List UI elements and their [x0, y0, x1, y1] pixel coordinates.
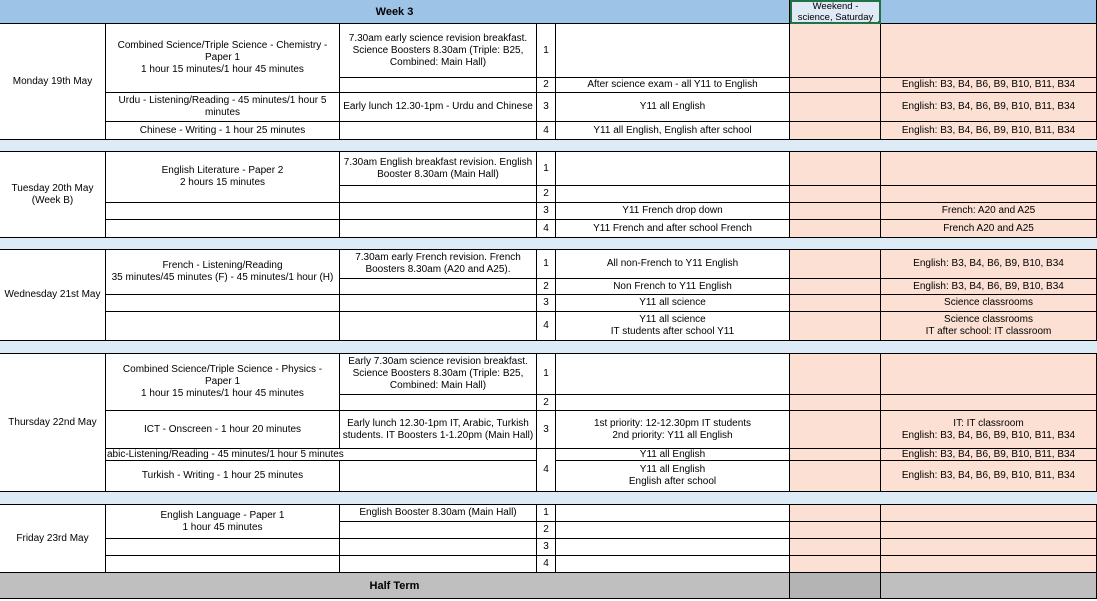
weekend-cell[interactable]: [790, 203, 881, 220]
exam-title-cell[interactable]: French - Listening/Reading 35 minutes/45 minutes (F) - 45 minutes/1 hour (H): [106, 250, 340, 295]
weekend-cell[interactable]: [790, 93, 881, 122]
rooms-cell[interactable]: French: A20 and A25: [881, 203, 1097, 220]
period-number-cell[interactable]: 4: [537, 556, 556, 573]
period-number-cell[interactable]: 3: [537, 411, 556, 449]
period-plan-cell[interactable]: [556, 186, 790, 203]
exam-note-cell[interactable]: [340, 186, 537, 203]
exam-title-cell[interactable]: Turkish - Writing - 1 hour 25 minutes: [106, 461, 340, 492]
period-number-cell[interactable]: 1: [537, 152, 556, 186]
weekend-cell[interactable]: [790, 279, 881, 295]
period-plan-cell[interactable]: Y11 all English: [556, 93, 790, 122]
weekend-cell[interactable]: [790, 186, 881, 203]
half-term-rooms-cell[interactable]: [881, 573, 1097, 599]
exam-note-cell[interactable]: Early 7.30am science revision breakfast. Science Boosters 8.30am (Triple: B25, Combined: Main Hall): [340, 354, 537, 395]
weekend-cell[interactable]: [790, 449, 881, 461]
separator-row: [0, 238, 1097, 250]
weekend-cell[interactable]: [790, 295, 881, 312]
exam-title-cell[interactable]: [106, 295, 340, 312]
exam-note-cell[interactable]: Early lunch 12.30-1pm - Urdu and Chinese: [340, 93, 537, 122]
rooms-cell[interactable]: Science classrooms: [881, 295, 1097, 312]
period-number-cell[interactable]: 2: [537, 78, 556, 93]
exam-note-cell[interactable]: [340, 203, 537, 220]
period-plan-cell[interactable]: Y11 all English English after school: [556, 461, 790, 492]
period-number-cell[interactable]: 4: [537, 220, 556, 238]
rooms-cell[interactable]: IT: IT classroom English: B3, B4, B6, B9, B10, B11, B34: [881, 411, 1097, 449]
period-plan-cell[interactable]: [556, 395, 790, 411]
period-number-cell[interactable]: 2: [537, 279, 556, 295]
period-plan-cell[interactable]: [556, 505, 790, 522]
period-number-cell[interactable]: 4: [537, 122, 556, 140]
exam-note-cell[interactable]: 7.30am early science revision breakfast. Science Boosters 8.30am (Triple: B25, Combined: Main Hall): [340, 24, 537, 78]
rooms-cell[interactable]: [881, 505, 1097, 522]
rooms-cell[interactable]: [881, 186, 1097, 203]
day-cell-wednesday[interactable]: Wednesday 21st May: [0, 250, 106, 341]
exam-title-cell[interactable]: [106, 220, 340, 238]
exam-title-cell[interactable]: Combined Science/Triple Science - Physics - Paper 1 1 hour 15 minutes/1 hour 45 minutes: [106, 354, 340, 411]
rooms-cell[interactable]: [881, 522, 1097, 539]
exam-title-cell[interactable]: [106, 539, 340, 556]
separator-row: [0, 140, 1097, 152]
rooms-cell[interactable]: Science classrooms IT after school: IT classroom: [881, 312, 1097, 341]
weekend-cell[interactable]: [790, 220, 881, 238]
period-plan-cell[interactable]: Y11 French drop down: [556, 203, 790, 220]
period-number-cell[interactable]: 4: [537, 312, 556, 341]
day-cell-tuesday[interactable]: Tuesday 20th May (Week B): [0, 152, 106, 238]
exam-note-cell[interactable]: [340, 295, 537, 312]
weekend-header-cell[interactable]: Weekend - science, Saturday: [790, 0, 881, 24]
period-number-cell[interactable]: 4: [537, 449, 556, 492]
exam-note-cell[interactable]: English Booster 8.30am (Main Hall): [340, 505, 537, 522]
period-number-cell[interactable]: 3: [537, 295, 556, 312]
weekend-cell[interactable]: [790, 312, 881, 341]
exam-note-cell[interactable]: [340, 122, 537, 140]
exam-title-cell[interactable]: Combined Science/Triple Science - Chemistry - Paper 1 1 hour 15 minutes/1 hour 45 minutes: [106, 24, 340, 93]
period-number-cell[interactable]: 1: [537, 505, 556, 522]
exam-title-cell[interactable]: [106, 312, 340, 341]
rooms-cell[interactable]: [881, 556, 1097, 573]
period-plan-cell[interactable]: [556, 522, 790, 539]
weekend-cell[interactable]: [790, 539, 881, 556]
rooms-cell[interactable]: French A20 and A25: [881, 220, 1097, 238]
period-plan-cell[interactable]: Y11 French and after school French: [556, 220, 790, 238]
half-term-row[interactable]: Half Term: [0, 573, 790, 599]
rooms-cell[interactable]: English: B3, B4, B6, B9, B10, B11, B34: [881, 78, 1097, 93]
weekend-cell[interactable]: [790, 250, 881, 279]
week-title-cell[interactable]: Week 3: [0, 0, 790, 24]
exam-note-cell[interactable]: 7.30am English breakfast revision. English Booster 8.30am (Main Hall): [340, 152, 537, 186]
period-plan-cell[interactable]: Non French to Y11 English: [556, 279, 790, 295]
period-number-cell[interactable]: 1: [537, 354, 556, 395]
period-number-cell[interactable]: 1: [537, 250, 556, 279]
period-number-cell[interactable]: 2: [537, 522, 556, 539]
period-number-cell[interactable]: 2: [537, 395, 556, 411]
weekend-cell[interactable]: [790, 122, 881, 140]
rooms-cell[interactable]: English: B3, B4, B6, B9, B10, B11, B34: [881, 93, 1097, 122]
exam-note-cell[interactable]: [340, 539, 537, 556]
period-plan-cell[interactable]: [556, 354, 790, 395]
exam-note-cell[interactable]: [340, 78, 537, 93]
exam-note-cell[interactable]: [340, 279, 537, 295]
exam-title-cell[interactable]: Urdu - Listening/Reading - 45 minutes/1 hour 5 minutes: [106, 93, 340, 122]
weekend-cell[interactable]: [790, 505, 881, 522]
exam-title-cell-overflow[interactable]: abic-Listening/Reading - 45 minutes/1 hour 5 minutes: [106, 449, 537, 461]
exam-title-cell[interactable]: Chinese - Writing - 1 hour 25 minutes: [106, 122, 340, 140]
exam-note-cell[interactable]: [340, 556, 537, 573]
period-plan-cell[interactable]: All non-French to Y11 English: [556, 250, 790, 279]
period-plan-cell[interactable]: 1st priority: 12-12.30pm IT students 2nd priority: Y11 all English: [556, 411, 790, 449]
weekend-cell[interactable]: [790, 354, 881, 395]
separator-row: [0, 492, 1097, 505]
period-number-cell[interactable]: 1: [537, 24, 556, 78]
exam-title-cell[interactable]: [106, 556, 340, 573]
rooms-cell[interactable]: [881, 354, 1097, 395]
exam-title-cell[interactable]: English Literature - Paper 2 2 hours 15 minutes: [106, 152, 340, 203]
weekend-cell[interactable]: [790, 24, 881, 78]
period-plan-cell[interactable]: [556, 539, 790, 556]
period-plan-cell[interactable]: [556, 152, 790, 186]
exam-title-cell[interactable]: [106, 203, 340, 220]
period-plan-cell[interactable]: Y11 all English, English after school: [556, 122, 790, 140]
rooms-cell[interactable]: English: B3, B4, B6, B9, B10, B11, B34: [881, 449, 1097, 461]
exam-note-cell[interactable]: Early lunch 12.30-1pm IT, Arabic, Turkish students. IT Boosters 1-1.20pm (Main Hall): [340, 411, 537, 449]
rooms-cell[interactable]: English: B3, B4, B6, B9, B10, B11, B34: [881, 122, 1097, 140]
period-number-cell[interactable]: 3: [537, 539, 556, 556]
period-plan-cell[interactable]: Y11 all English: [556, 449, 790, 461]
weekend-cell[interactable]: [790, 395, 881, 411]
period-plan-cell[interactable]: Y11 all science IT students after school Y11: [556, 312, 790, 341]
day-cell-friday[interactable]: Friday 23rd May: [0, 505, 106, 573]
period-plan-cell[interactable]: After science exam - all Y11 to English: [556, 78, 790, 93]
rooms-cell[interactable]: English: B3, B4, B6, B9, B10, B34: [881, 250, 1097, 279]
rooms-cell[interactable]: English: B3, B4, B6, B9, B10, B11, B34: [881, 461, 1097, 492]
day-cell-monday[interactable]: Monday 19th May: [0, 24, 106, 140]
half-term-weekend-cell[interactable]: [790, 573, 881, 599]
rooms-cell[interactable]: [881, 395, 1097, 411]
exam-note-cell[interactable]: [340, 461, 537, 492]
header-blank-cell[interactable]: [881, 0, 1097, 24]
weekend-cell[interactable]: [790, 152, 881, 186]
exam-title-cell[interactable]: English Language - Paper 1 1 hour 45 minutes: [106, 505, 340, 539]
weekend-cell[interactable]: [790, 461, 881, 492]
period-plan-cell[interactable]: [556, 556, 790, 573]
period-number-cell[interactable]: 2: [537, 186, 556, 203]
separator-row: [0, 341, 1097, 354]
rooms-cell[interactable]: [881, 539, 1097, 556]
rooms-cell[interactable]: [881, 24, 1097, 78]
weekend-cell[interactable]: [790, 522, 881, 539]
exam-note-cell[interactable]: [340, 312, 537, 341]
weekend-cell[interactable]: [790, 411, 881, 449]
rooms-cell[interactable]: [881, 152, 1097, 186]
exam-note-cell[interactable]: [340, 522, 537, 539]
period-number-cell[interactable]: 3: [537, 203, 556, 220]
period-number-cell[interactable]: 3: [537, 93, 556, 122]
day-cell-thursday[interactable]: Thursday 22nd May: [0, 354, 106, 492]
weekend-cell[interactable]: [790, 78, 881, 93]
exam-title-cell[interactable]: ICT - Onscreen - 1 hour 20 minutes: [106, 411, 340, 449]
rooms-cell[interactable]: English: B3, B4, B6, B9, B10, B34: [881, 279, 1097, 295]
exam-note-cell[interactable]: [340, 220, 537, 238]
period-plan-cell[interactable]: Y11 all science: [556, 295, 790, 312]
exam-note-cell[interactable]: [340, 395, 537, 411]
weekend-cell[interactable]: [790, 556, 881, 573]
period-plan-cell[interactable]: [556, 24, 790, 78]
exam-note-cell[interactable]: 7.30am early French revision. French Boosters 8.30am (A20 and A25).: [340, 250, 537, 279]
